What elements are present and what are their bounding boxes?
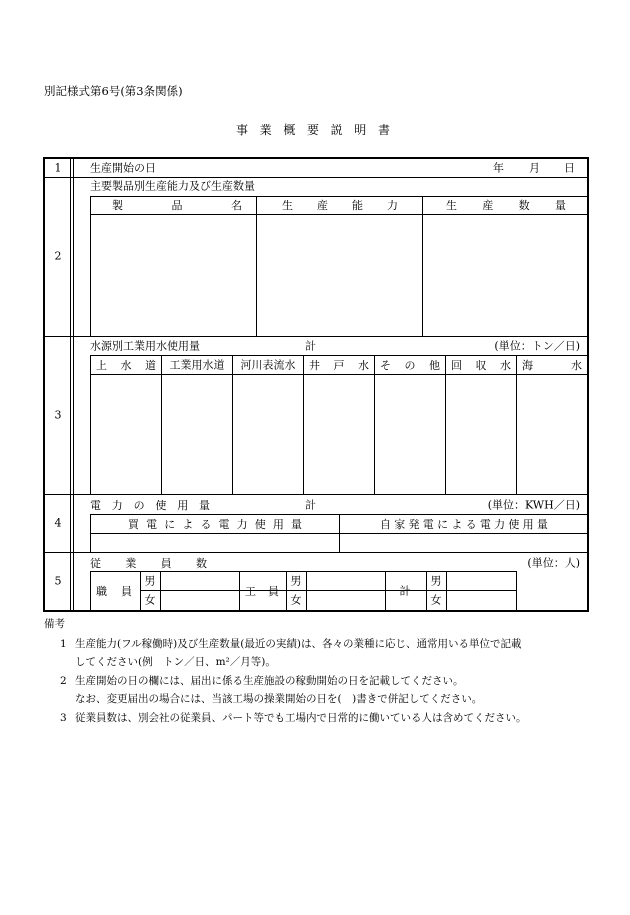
- col-production-capacity: 生 産 能 力: [282, 198, 398, 212]
- note-1-line-1: 生産能力(フル稼働時)及び生産数量(最近の実績)は、各々の業種に応じ、通常用いる単位で記載: [75, 638, 522, 650]
- sea-water-field[interactable]: [518, 376, 586, 492]
- row-number-4: 4: [54, 516, 62, 530]
- production-volume-field[interactable]: [424, 216, 585, 334]
- col-purchased-power: 買 電 に よ る 電 力 使 用 量: [128, 517, 302, 531]
- total-male-field[interactable]: [448, 573, 515, 589]
- col-industrial-water: 工業用水道: [169, 358, 225, 372]
- power-usage-label: 電 力 の 使 用 量: [90, 498, 210, 512]
- employees-label: 従 業 員 数: [90, 556, 207, 570]
- total-female-label: 女: [430, 593, 442, 607]
- col-product-name: 製 品 名: [112, 198, 242, 212]
- col-self-generated-power: 自 家 発 電 に よ る 電 力 使 用 量: [380, 517, 548, 531]
- row-number-2: 2: [54, 249, 62, 263]
- workers-female-field[interactable]: [308, 592, 384, 609]
- start-year-unit: 年: [493, 161, 504, 175]
- note-2-line-2: なお、変更届出の場合には、当該工場の操業開始の日を( )書きで併記してください。: [75, 693, 483, 705]
- note-3-line-1: 従業員数は、別会社の従業員、パート等でも工場内で日常的に働いている人は含めてください。: [75, 712, 527, 724]
- power-total-field[interactable]: [320, 497, 470, 512]
- note-number-2: 2: [60, 675, 67, 687]
- well-water-field[interactable]: [305, 376, 373, 492]
- note-number-1: 1: [60, 638, 67, 650]
- document-title: 事 業 概 要 説 明 書: [236, 123, 390, 137]
- staff-female-field[interactable]: [162, 592, 238, 609]
- col-sea-water: 海 水: [522, 358, 582, 372]
- col-river-water: 河川表流水: [240, 358, 296, 372]
- employees-unit-label: (単位：人): [527, 556, 580, 570]
- col-other-water: そ の 他: [380, 358, 440, 372]
- note-1-line-2: してください(例 トン／日、m²／月等)。: [75, 656, 276, 668]
- staff-male-field[interactable]: [162, 573, 238, 589]
- workers-female-label: 女: [290, 593, 302, 607]
- staff-male-label: 男: [144, 574, 156, 588]
- production-capacity-field[interactable]: [258, 216, 420, 334]
- start-month-unit: 月: [529, 161, 540, 175]
- start-day-field[interactable]: [537, 160, 562, 176]
- note-number-3: 3: [60, 712, 67, 724]
- purchased-power-field[interactable]: [92, 535, 338, 551]
- note-2-line-1: 生産開始の日の欄には、届出に係る生産施設の稼動開始の日を記載してください。: [75, 675, 464, 687]
- workers-male-field[interactable]: [308, 573, 384, 589]
- other-water-field[interactable]: [376, 376, 444, 492]
- water-usage-label: 水源別工業用水使用量: [90, 339, 200, 353]
- total-female-field[interactable]: [448, 592, 515, 609]
- self-generated-power-field[interactable]: [341, 535, 586, 551]
- start-month-field[interactable]: [500, 160, 527, 176]
- workers-male-label: 男: [290, 574, 302, 588]
- products-label: 主要製品別生産能力及び生産数量: [90, 179, 255, 193]
- industrial-water-field[interactable]: [163, 376, 231, 492]
- water-total-label: 計: [305, 339, 316, 353]
- start-year-field[interactable]: [420, 160, 490, 176]
- total-male-label: 男: [430, 574, 442, 588]
- row-number-5: 5: [54, 574, 62, 588]
- col-recycled-water: 回 収 水: [451, 358, 511, 372]
- water-unit-label: (単位：トン／日): [494, 339, 580, 353]
- col-well-water: 井 戸 水: [309, 358, 369, 372]
- river-water-field[interactable]: [234, 376, 302, 492]
- water-supply-field[interactable]: [92, 376, 160, 492]
- power-total-label: 計: [305, 498, 316, 512]
- start-date-label: 生産開始の日: [90, 161, 156, 175]
- row-number-1: 1: [54, 161, 62, 175]
- water-total-field[interactable]: [320, 339, 470, 354]
- staff-label: 職 員: [96, 584, 132, 598]
- form-number-label: 別記様式第6号(第3条関係): [44, 84, 183, 98]
- col-production-volume: 生 産 数 量: [446, 198, 566, 212]
- recycled-water-field[interactable]: [447, 376, 515, 492]
- power-unit-label: (単位：KWH／日): [487, 498, 580, 512]
- product-name-field[interactable]: [92, 216, 254, 334]
- row-number-3: 3: [54, 408, 62, 422]
- start-day-unit: 日: [564, 161, 575, 175]
- staff-female-label: 女: [144, 593, 156, 607]
- col-water-supply: 上 水 道: [96, 358, 156, 372]
- notes-heading: 備考: [44, 618, 65, 630]
- workers-label: 工 員: [245, 584, 279, 598]
- employees-total-label: 計: [399, 584, 411, 598]
